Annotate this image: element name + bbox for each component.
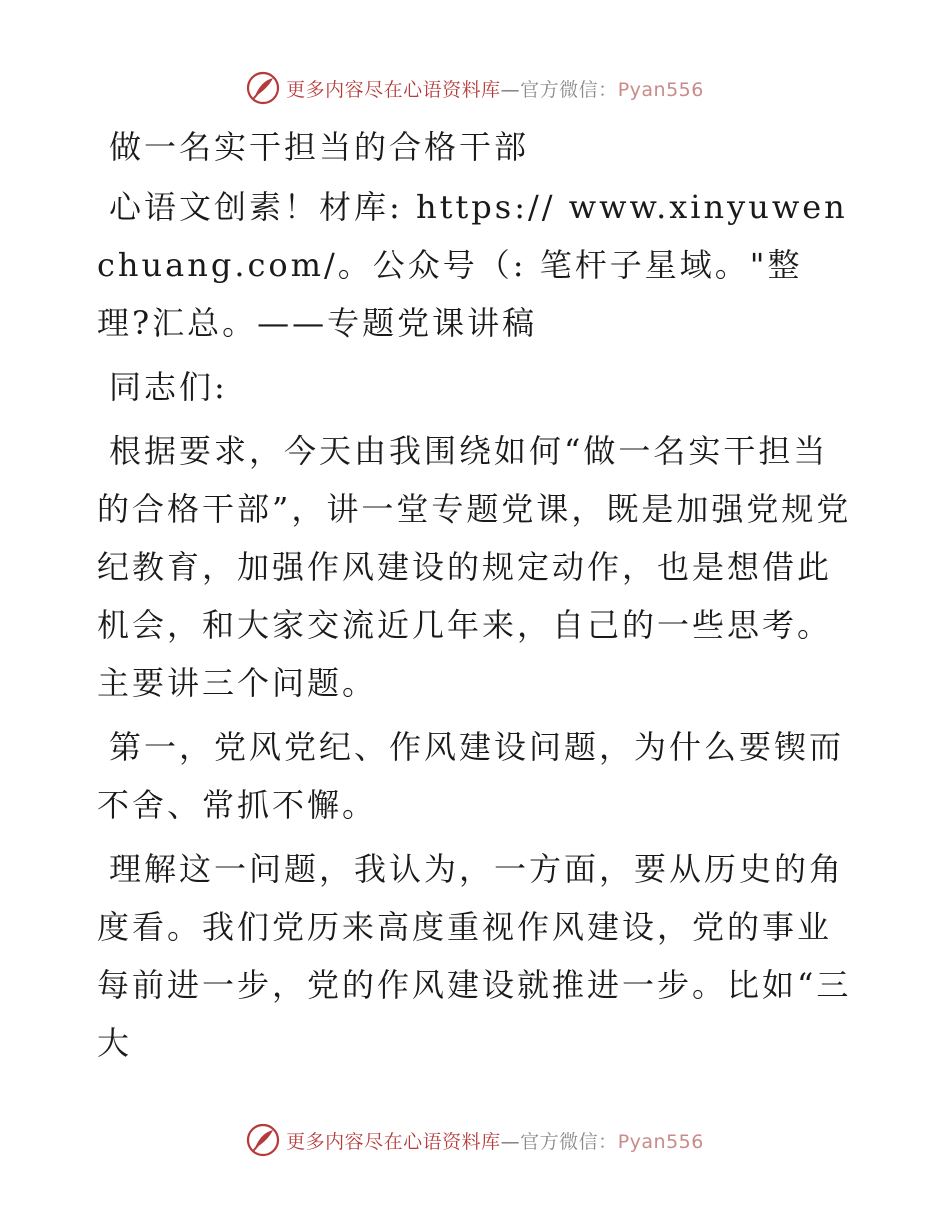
feather-pen-icon xyxy=(246,1123,280,1157)
watermark-wechat-label: 官方微信： xyxy=(520,78,618,101)
watermark-footer xyxy=(0,1120,950,1160)
document-title: 做一名实干担当的合格干部 xyxy=(109,128,530,166)
watermark-wechat-id: Pyan556 xyxy=(617,1130,704,1153)
watermark-separator: — xyxy=(500,78,521,101)
watermark-site-text: 更多内容尽在心语资料库 xyxy=(286,1130,501,1153)
watermark-wechat-label: 官方微信： xyxy=(520,1130,618,1153)
watermark-text xyxy=(286,75,704,102)
paragraph-section-one: 第一，党风党纪、作风建设问题，为什么要锲而不舍、常抓不懈。 xyxy=(97,728,845,824)
watermark-wechat-id: Pyan556 xyxy=(617,78,704,101)
paragraph-history: 理解这一问题，我认为，一方面，要从历史的角度看。我们党历来高度重视作风建设，党的事业每前进一步，党的作风建设就推进一步。比如“三大 xyxy=(97,850,852,1062)
watermark-separator: — xyxy=(500,1130,521,1153)
paragraph-source: 心语文创素！材库: https:// www.xinyuwenchuang.com/。公众号（: 笔杆子星域。"整理?汇总。——专题党课讲稿 xyxy=(97,188,848,342)
watermark-site-text: 更多内容尽在心语资料库 xyxy=(286,78,501,101)
paragraph-intro: 根据要求，今天由我围绕如何“做一名实干担当的合格干部”，讲一堂专题党课，既是加强党规党纪教育，加强作风建设的规定动作，也是想借此机会，和大家交流近几年来，自己的一些思考。主要讲三个问题。 xyxy=(97,432,852,702)
document-body xyxy=(97,118,857,1078)
watermark-text xyxy=(286,1127,704,1154)
feather-pen-icon xyxy=(246,71,280,105)
watermark-header xyxy=(0,68,950,108)
paragraph-salutation: 同志们: xyxy=(109,368,228,406)
